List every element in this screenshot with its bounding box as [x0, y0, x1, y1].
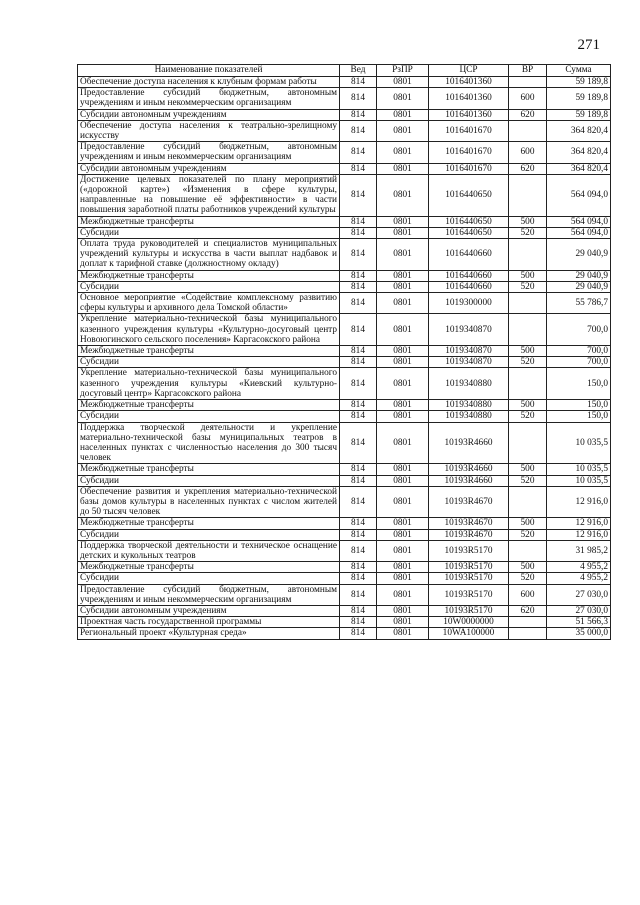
row-sum: 51 566,3: [547, 617, 611, 628]
row-vr: 500: [509, 400, 547, 411]
row-vr: 520: [509, 357, 547, 368]
row-rzpr: 0801: [377, 584, 429, 605]
table-row: [78, 475, 611, 486]
row-name: Предоставление субсидий бюджетным, автономным учреждениям и иным некоммерческим организациям: [78, 584, 340, 605]
table-row: [78, 422, 611, 464]
row-name: Субсидии автономным учреждениям: [78, 109, 340, 120]
row-ved: 814: [340, 109, 377, 120]
row-csr: 10193R4670: [429, 486, 509, 518]
row-rzpr: 0801: [377, 573, 429, 584]
row-vr: 500: [509, 518, 547, 529]
row-csr: 1019340870: [429, 314, 509, 346]
row-ved: 814: [340, 411, 377, 422]
row-rzpr: 0801: [377, 174, 429, 216]
row-sum: 564 094,0: [547, 216, 611, 227]
row-vr: 520: [509, 529, 547, 540]
row-sum: 364 820,4: [547, 163, 611, 174]
row-sum: 150,0: [547, 411, 611, 422]
row-vr: [509, 174, 547, 216]
row-name: Поддержка творческой деятельности и техническое оснащение детских и кукольных театров: [78, 540, 340, 561]
table-row: [78, 227, 611, 238]
row-name: Субсидии: [78, 357, 340, 368]
row-sum: 364 820,4: [547, 142, 611, 163]
row-sum: 10 035,5: [547, 464, 611, 475]
row-rzpr: 0801: [377, 109, 429, 120]
row-name: Межбюджетные трансферты: [78, 518, 340, 529]
row-ved: 814: [340, 142, 377, 163]
row-rzpr: 0801: [377, 422, 429, 464]
row-vr: 500: [509, 216, 547, 227]
row-sum: 700,0: [547, 346, 611, 357]
row-csr: 10193R4670: [429, 518, 509, 529]
row-csr: 1016440660: [429, 270, 509, 281]
row-vr: 520: [509, 281, 547, 292]
row-rzpr: 0801: [377, 529, 429, 540]
row-sum: 59 189,8: [547, 109, 611, 120]
row-ved: 814: [340, 239, 377, 271]
row-rzpr: 0801: [377, 628, 429, 639]
row-csr: 1016440650: [429, 227, 509, 238]
table-row: [78, 216, 611, 227]
table-row: [78, 518, 611, 529]
row-rzpr: 0801: [377, 293, 429, 314]
row-name: Предоставление субсидий бюджетным, автономным учреждениям и иным некоммерческим организациям: [78, 142, 340, 163]
row-csr: 1019340870: [429, 346, 509, 357]
row-rzpr: 0801: [377, 562, 429, 573]
row-ved: 814: [340, 174, 377, 216]
row-vr: 620: [509, 109, 547, 120]
table-row: [78, 411, 611, 422]
row-rzpr: 0801: [377, 346, 429, 357]
table-row: [78, 540, 611, 561]
row-csr: 10193R4660: [429, 422, 509, 464]
row-rzpr: 0801: [377, 617, 429, 628]
row-sum: 12 916,0: [547, 518, 611, 529]
row-rzpr: 0801: [377, 163, 429, 174]
row-vr: 520: [509, 573, 547, 584]
row-name: Достижение целевых показателей по плану мероприятий («дорожной карте») «Изменения в сфере культуры, направленные на повышение её эффективности» в части повышения заработной платы работников учреждений культуры: [78, 174, 340, 216]
row-ved: 814: [340, 486, 377, 518]
row-ved: 814: [340, 368, 377, 400]
row-name: Укрепление материально-технической базы муниципального казенного учреждения культуры «Киевский культурно-досуговый центр» Каргасокского района: [78, 368, 340, 400]
table-row: [78, 628, 611, 639]
table-row: [78, 368, 611, 400]
table-row: [78, 529, 611, 540]
row-vr: [509, 239, 547, 271]
row-csr: 1016401670: [429, 163, 509, 174]
header-csr: ЦСР: [429, 65, 509, 77]
row-csr: 1016440650: [429, 216, 509, 227]
row-sum: 29 040,9: [547, 281, 611, 292]
row-sum: 150,0: [547, 368, 611, 400]
row-rzpr: 0801: [377, 216, 429, 227]
row-name: Обеспечение доступа населения к клубным формам работы: [78, 77, 340, 88]
table-row: [78, 573, 611, 584]
row-sum: 700,0: [547, 357, 611, 368]
row-vr: [509, 368, 547, 400]
row-csr: 10193R5170: [429, 540, 509, 561]
table-row: [78, 605, 611, 616]
table-row: [78, 77, 611, 88]
row-ved: 814: [340, 573, 377, 584]
row-name: Поддержка творческой деятельности и укрепление материально-технической базы муниципальных театров в населенных пунктах с численностью населения до 300 тысяч человек: [78, 422, 340, 464]
row-ved: 814: [340, 270, 377, 281]
row-name: Субсидии: [78, 227, 340, 238]
row-rzpr: 0801: [377, 486, 429, 518]
row-ved: 814: [340, 163, 377, 174]
row-ved: 814: [340, 628, 377, 639]
row-vr: 600: [509, 88, 547, 109]
row-csr: 1016401670: [429, 142, 509, 163]
row-rzpr: 0801: [377, 270, 429, 281]
row-ved: 814: [340, 518, 377, 529]
row-sum: 12 916,0: [547, 529, 611, 540]
row-sum: 10 035,5: [547, 475, 611, 486]
row-rzpr: 0801: [377, 605, 429, 616]
row-vr: [509, 486, 547, 518]
row-csr: 10193R4660: [429, 464, 509, 475]
row-csr: 1016401360: [429, 88, 509, 109]
row-name: Субсидии: [78, 411, 340, 422]
row-ved: 814: [340, 562, 377, 573]
row-csr: 10193R5170: [429, 573, 509, 584]
row-ved: 814: [340, 605, 377, 616]
page-number: 271: [577, 37, 600, 53]
row-sum: 29 040,9: [547, 239, 611, 271]
row-rzpr: 0801: [377, 281, 429, 292]
row-vr: [509, 120, 547, 141]
row-sum: 59 189,8: [547, 88, 611, 109]
row-vr: 500: [509, 346, 547, 357]
row-vr: [509, 314, 547, 346]
row-ved: 814: [340, 88, 377, 109]
row-ved: 814: [340, 216, 377, 227]
row-ved: 814: [340, 357, 377, 368]
row-vr: [509, 617, 547, 628]
row-csr: 1019340880: [429, 368, 509, 400]
row-rzpr: 0801: [377, 88, 429, 109]
row-name: Межбюджетные трансферты: [78, 216, 340, 227]
table-row: [78, 174, 611, 216]
row-vr: 600: [509, 584, 547, 605]
row-sum: 4 955,2: [547, 562, 611, 573]
table-row: [78, 163, 611, 174]
row-sum: 150,0: [547, 400, 611, 411]
header-ved: Вед: [340, 65, 377, 77]
row-name: Субсидии: [78, 475, 340, 486]
header-sum: Сумма: [547, 65, 611, 77]
row-csr: 10193R5170: [429, 584, 509, 605]
table-row: [78, 400, 611, 411]
row-csr: 1016440650: [429, 174, 509, 216]
header-name: Наименование показателей: [78, 65, 340, 77]
row-name: Субсидии: [78, 529, 340, 540]
budget-table: [77, 64, 611, 640]
row-sum: 35 000,0: [547, 628, 611, 639]
row-vr: 620: [509, 605, 547, 616]
row-name: Региональный проект «Культурная среда»: [78, 628, 340, 639]
row-vr: 600: [509, 142, 547, 163]
row-rzpr: 0801: [377, 475, 429, 486]
row-sum: 12 916,0: [547, 486, 611, 518]
table-row: [78, 281, 611, 292]
row-ved: 814: [340, 293, 377, 314]
row-name: Межбюджетные трансферты: [78, 562, 340, 573]
row-ved: 814: [340, 281, 377, 292]
row-rzpr: 0801: [377, 368, 429, 400]
row-name: Межбюджетные трансферты: [78, 270, 340, 281]
row-rzpr: 0801: [377, 227, 429, 238]
row-ved: 814: [340, 540, 377, 561]
table-row: [78, 346, 611, 357]
row-ved: 814: [340, 422, 377, 464]
table-row: [78, 617, 611, 628]
row-ved: 814: [340, 617, 377, 628]
row-csr: 1019340880: [429, 411, 509, 422]
table-row: [78, 584, 611, 605]
row-rzpr: 0801: [377, 120, 429, 141]
row-rzpr: 0801: [377, 239, 429, 271]
row-ved: 814: [340, 77, 377, 88]
row-name: Межбюджетные трансферты: [78, 400, 340, 411]
row-vr: [509, 422, 547, 464]
row-vr: 500: [509, 464, 547, 475]
row-csr: 10193R4670: [429, 529, 509, 540]
row-csr: 10193R5170: [429, 562, 509, 573]
row-csr: 10WA100000: [429, 628, 509, 639]
row-sum: 364 820,4: [547, 120, 611, 141]
table-row: [78, 270, 611, 281]
table-row: [78, 314, 611, 346]
row-name: Основное мероприятие «Содействие комплексному развитию сферы культуры и архивного дела Томской области»: [78, 293, 340, 314]
row-ved: 814: [340, 314, 377, 346]
header-rzpr: РзПР: [377, 65, 429, 77]
row-ved: 814: [340, 529, 377, 540]
row-name: Оплата труда руководителей и специалистов муниципальных учреждений культуры и искусства в части выплат надбавок и доплат к тарифной ставке (должностному окладу): [78, 239, 340, 271]
row-rzpr: 0801: [377, 464, 429, 475]
row-ved: 814: [340, 120, 377, 141]
row-sum: 27 030,0: [547, 605, 611, 616]
row-name: Предоставление субсидий бюджетным, автономным учреждениям и иным некоммерческим организациям: [78, 88, 340, 109]
table-row: [78, 562, 611, 573]
row-vr: 520: [509, 411, 547, 422]
row-csr: 1019300000: [429, 293, 509, 314]
row-vr: 620: [509, 163, 547, 174]
row-name: Межбюджетные трансферты: [78, 346, 340, 357]
row-vr: 500: [509, 270, 547, 281]
row-ved: 814: [340, 464, 377, 475]
row-csr: 1016440660: [429, 239, 509, 271]
row-vr: 520: [509, 227, 547, 238]
row-rzpr: 0801: [377, 400, 429, 411]
table-row: [78, 357, 611, 368]
row-rzpr: 0801: [377, 540, 429, 561]
row-csr: 1016401360: [429, 109, 509, 120]
row-sum: 27 030,0: [547, 584, 611, 605]
row-sum: 10 035,5: [547, 422, 611, 464]
row-csr: 1019340880: [429, 400, 509, 411]
row-name: Субсидии автономным учреждениям: [78, 605, 340, 616]
table-row: [78, 120, 611, 141]
row-rzpr: 0801: [377, 77, 429, 88]
row-rzpr: 0801: [377, 142, 429, 163]
row-csr: 1016440660: [429, 281, 509, 292]
row-name: Межбюджетные трансферты: [78, 464, 340, 475]
row-vr: 500: [509, 562, 547, 573]
row-rzpr: 0801: [377, 518, 429, 529]
row-name: Субсидии автономным учреждениям: [78, 163, 340, 174]
row-sum: 59 189,8: [547, 77, 611, 88]
row-name: Субсидии: [78, 281, 340, 292]
table-header-row: [78, 65, 611, 77]
row-vr: [509, 628, 547, 639]
row-sum: 564 094,0: [547, 174, 611, 216]
row-csr: 1016401670: [429, 120, 509, 141]
table-row: [78, 142, 611, 163]
row-rzpr: 0801: [377, 314, 429, 346]
row-sum: 700,0: [547, 314, 611, 346]
row-sum: 55 786,7: [547, 293, 611, 314]
row-sum: 29 040,9: [547, 270, 611, 281]
header-vr: ВР: [509, 65, 547, 77]
row-ved: 814: [340, 475, 377, 486]
row-rzpr: 0801: [377, 357, 429, 368]
row-name: Обеспечение доступа населения к театрально-зрелищному искусству: [78, 120, 340, 141]
row-rzpr: 0801: [377, 411, 429, 422]
table-row: [78, 486, 611, 518]
row-ved: 814: [340, 227, 377, 238]
row-name: Укрепление материально-технической базы муниципального казенного учреждения культуры «Культурно-досуговый центр Новоюгинского сельского поселения» Каргасокского района: [78, 314, 340, 346]
row-vr: [509, 77, 547, 88]
row-sum: 4 955,2: [547, 573, 611, 584]
row-name: Обеспечение развития и укрепления материально-технической базы домов культуры в населенных пунктах с числом жителей до 50 тысяч человек: [78, 486, 340, 518]
row-ved: 814: [340, 584, 377, 605]
row-sum: 31 985,2: [547, 540, 611, 561]
row-name: Субсидии: [78, 573, 340, 584]
row-csr: 1019340870: [429, 357, 509, 368]
table-row: [78, 109, 611, 120]
row-name: Проектная часть государственной программы: [78, 617, 340, 628]
table-row: [78, 464, 611, 475]
table-row: [78, 239, 611, 271]
row-ved: 814: [340, 400, 377, 411]
row-csr: 10W0000000: [429, 617, 509, 628]
row-ved: 814: [340, 346, 377, 357]
row-csr: 1016401360: [429, 77, 509, 88]
table-row: [78, 88, 611, 109]
row-csr: 10193R5170: [429, 605, 509, 616]
row-vr: [509, 293, 547, 314]
row-vr: [509, 540, 547, 561]
table-row: [78, 293, 611, 314]
row-vr: 520: [509, 475, 547, 486]
row-sum: 564 094,0: [547, 227, 611, 238]
row-csr: 10193R4660: [429, 475, 509, 486]
